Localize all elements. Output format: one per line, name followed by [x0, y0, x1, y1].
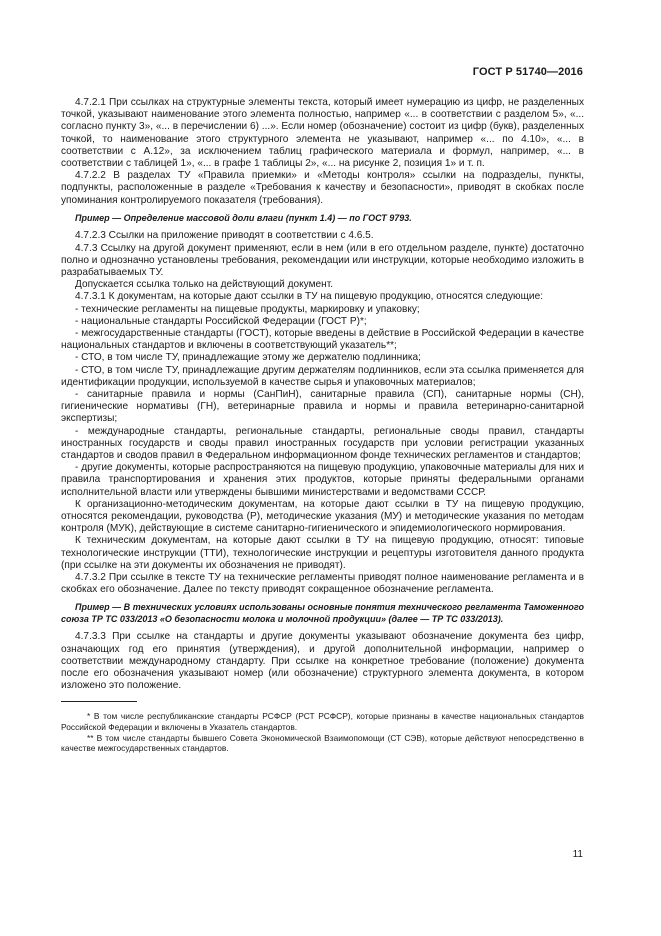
footnote-divider — [61, 701, 137, 702]
footnote-1: * В том числе республиканские стандарты РСФСР (РСТ РСФСР), которые признаны в качестве национальных стандартов Российской Федерации и включены в Указатель стандартов. — [61, 711, 584, 733]
example-moisture: Пример — Определение массовой доли влаги (пункт 1.4) — по ГОСТ 9793. — [75, 212, 412, 223]
list-item: - национальные стандарты Российской Федерации (ГОСТ Р)*; — [75, 315, 367, 327]
paragraph-4-7-3: 4.7.3 Ссылку на другой документ применяют, если в нем (или в его отдельном разделе, пункте) достаточно полно и однозначно установлены требования, рекомендации или инструкции, которые необходимо изложить в разрабатываемых ТУ. — [61, 242, 584, 278]
paragraph-4-7-3-1: 4.7.3.1 К документам, на которые дают ссылки в ТУ на пищевую продукцию, относятся следующие: — [75, 291, 543, 303]
page-number: 11 — [572, 849, 583, 860]
paragraph-org-method-docs: К организационно-методическим документам, на которые дают ссылки в ТУ на пищевую продукцию, относятся рекомендации, руководства (Р), методические указания (МУ) и методические указания по методам контроля (МУК), действующие в системе санитарно-гигиенического и эпидемиологического нормирования. — [61, 498, 584, 535]
example-regulation: Пример — В технических условиях использованы основные понятия технического регламента Таможенного союза ТР ТС 033/2013 «О безопасности молока и молочной продукции» (далее — ТР ТС 033/2013). — [61, 602, 584, 624]
list-item: - другие документы, которые распространяются на пищевую продукцию, упаковочные материалы для них и правила транспортирования и хранения этих продуктов, которые приняты федеральными органами исполнительной власти или утверждены бывшими министерствами и ведомствами СССР. — [61, 462, 584, 498]
paragraph-4-7-2-3: 4.7.2.3 Ссылки на приложение приводят в соответствии с 4.6.5. — [75, 230, 374, 242]
paragraph-4-7-2-1: 4.7.2.1 При ссылках на структурные элементы текста, который имеет нумерацию из цифр, не разделенных точкой, указывают наименование этого элемента полностью, например «... в соответствии с разделом 5», «... согласно пункту 3», «... в перечислении 6) ...». Если номер (обозначение) состоит из цифр (букв), разделенных точкой, то наименование этого структурного элемента не указывают, например «... по 4.10», «... в соответствии с А.12», за исключением таблиц графического материала и формул, например, «... в соответствии с таблицей 1», «... в графе 1 таблицы 2», «... на рисунке 2, позиция 1» и т. п. — [61, 97, 584, 170]
list-item: - СТО, в том числе ТУ, принадлежащие другим держателям подлинников, если эта ссылка применяется для идентификации продукции, используемой в качестве сырья и упаковочных материалов; — [61, 364, 584, 388]
paragraph-4-7-2-2: 4.7.2.2 В разделах ТУ «Правила приемки» и «Методы контроля» ссылки на подразделы, пункты, подпункты, расположенные в разделе «Требования к качеству и безопасности», приводят в скобках после упоминания контролируемого показателя (требования). — [61, 170, 584, 206]
list-item: - межгосударственные стандарты (ГОСТ), которые введены в действие в Российской Федерации в качестве национальных стандартов и включены в соответствующий указатель**; — [61, 327, 584, 352]
footnote-2: ** В том числе стандарты бывшего Совета Экономической Взаимопомощи (СТ СЭВ), которые действуют непосредственно в качестве межгосударственных стандартов. — [61, 732, 584, 754]
paragraph-4-7-3-3: 4.7.3.3 При ссылке на стандарты и другие документы указывают обозначение документа без цифр, означающих год его принятия (утверждения), и другой дополнительной информации, например о соответствии международному стандарту. При ссылке на конкретное требование (положение) документа после его обозначения указывают номер (или обозначение) структурного элемента документа, в котором изложено это положение. — [61, 631, 584, 692]
standard-designation: ГОСТ Р 51740—2016 — [472, 66, 583, 78]
list-item: - технические регламенты на пищевые продукты, маркировку и упаковку; — [75, 303, 420, 315]
list-item: - международные стандарты, региональные стандарты, региональные своды правил, стандарты иностранных государств и своды правил иностранных государств при условии регистрации указанных стандартов и сводов правил в Федеральном информационном фонде технических регламентов и стандартов; — [61, 425, 584, 461]
paragraph-4-7-3-2: 4.7.3.2 При ссылке в тексте ТУ на технические регламенты приводят полное наименование регламента и в скобках его обозначение. Далее по тексту приводят сокращенное обозначение регламента. — [61, 572, 584, 596]
list-item: - СТО, в том числе ТУ, принадлежащие этому же держателю подлинника; — [75, 352, 421, 364]
document-body — [61, 97, 584, 754]
paragraph-technical-docs: К техническим документам, на которые дают ссылки в ТУ на пищевую продукцию, относят: типовые технологические инструкции (ТТИ), технологические инструкции и рецептуры изготовителя данного продукта (при ссылке на эти документы их обозначения не приводят). — [61, 535, 584, 571]
list-item: - санитарные правила и нормы (СанПиН), санитарные правила (СП), санитарные нормы (СН), гигиенические нормативы (ГН), ветеринарные правила и нормы и правила ветеринарно-санитарной экспертизы; — [61, 388, 584, 425]
paragraph-valid-doc: Допускается ссылка только на действующий документ. — [75, 279, 334, 291]
